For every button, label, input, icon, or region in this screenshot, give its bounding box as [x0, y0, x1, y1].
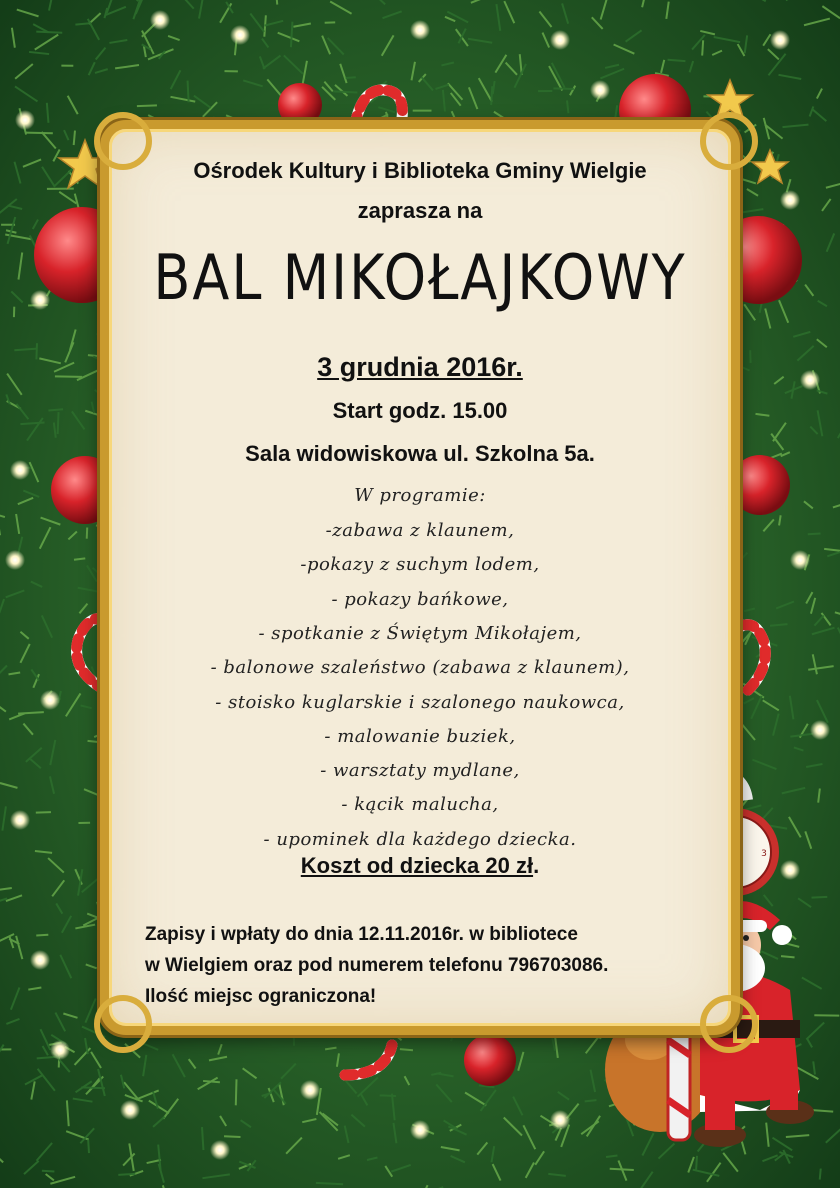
cost-label: Koszt od dziecka 20 zł	[300, 853, 534, 878]
registration-info	[145, 919, 705, 1012]
program-item: - kącik malucha,	[341, 794, 499, 816]
event-start-time: Start godz. 15.00	[332, 398, 508, 423]
invite-line: zaprasza na	[357, 198, 483, 223]
program-item: - stoisko kuglarskie i szalonego naukowca,	[215, 691, 625, 713]
event-date: 3 grudnia 2016r.	[317, 352, 523, 382]
program-item: - spotkanie z Świętym Mikołajem,	[258, 622, 582, 644]
page-title: BAL MIKOŁAJKOWY	[153, 241, 687, 314]
cost-suffix: .	[533, 853, 540, 878]
program-item: - balonowe szaleństwo (zabawa z klaunem),	[210, 657, 630, 679]
program-item: - malowanie buziek,	[324, 725, 516, 747]
svg-text:3: 3	[761, 849, 767, 859]
organizer-heading: Ośrodek Kultury i Biblioteka Gminy Wielgie	[193, 158, 647, 183]
program-item: -zabawa z klaunem,	[325, 520, 515, 541]
frame-ornament-bottom-right	[700, 995, 758, 1053]
program-item: - pokazy bańkowe,	[331, 588, 509, 610]
cost-line	[100, 853, 740, 879]
program-item: - warsztaty mydlane,	[320, 760, 520, 782]
frame-ornament-bottom-left	[94, 995, 152, 1053]
registration-line-1: Zapisy i wpłaty do dnia 12.11.2016r. w bibliotece	[145, 924, 578, 945]
program-item: - upominek dla każdego dziecka.	[263, 828, 577, 850]
registration-line-3: Ilość miejsc ograniczona!	[145, 986, 377, 1007]
program-heading: W programie:	[354, 485, 486, 506]
program-item: -pokazy z suchym lodem,	[300, 554, 540, 576]
registration-line-2: w Wielgiem oraz pod numerem telefonu 796703086.	[145, 955, 609, 976]
event-venue: Sala widowiskowa ul. Szkolna 5a.	[245, 441, 595, 466]
